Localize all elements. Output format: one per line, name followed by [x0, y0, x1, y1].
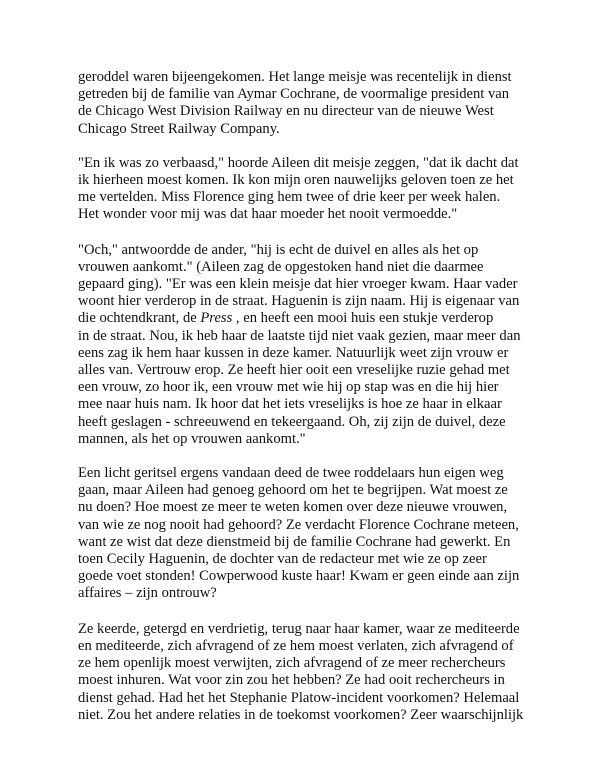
text-line: getreden bij de familie van Aymar Cochrane, de voormalige president van: [78, 86, 510, 103]
text-line: [78, 310, 538, 327]
text-line: de Chicago West Division Railway en nu directeur van de nieuwe West: [78, 103, 494, 120]
text-line: woont hier verderop in de straat. Haguenin is zijn naam. Hij is eigenaar van: [78, 293, 520, 310]
paragraph-3: [78, 242, 538, 448]
text-line: vrouwen aankomt." (Aileen zag de opgestoken hand niet die daarmee: [78, 258, 484, 275]
text-segment: , en heeft een mooi huis een stukje verderop: [232, 310, 494, 327]
paragraph-1: [78, 69, 538, 138]
text-line: ze hem openlijk moest verwijten, zich afvragend of ze meer rechercheurs: [78, 655, 506, 672]
paragraph-4: [78, 465, 538, 603]
paragraph-2: [78, 155, 538, 224]
body-text: [78, 69, 538, 741]
text-line: alles van. Vertrouw erop. Ze heeft hier ooit een vreselijke ruzie gehad met: [78, 362, 510, 379]
text-line: en mediteerde, zich afvragend of ze hem moest verlaten, zich afvragend of: [78, 637, 514, 654]
paragraph-5: [78, 621, 538, 724]
text-line: goede voet stonden! Cowperwood kuste haar! Kwam er geen einde aan zijn: [78, 568, 520, 585]
text-line: Een licht geritsel ergens vandaan deed de twee roddelaars hun eigen weg: [78, 465, 504, 482]
text-line: eens zag ik hem haar kussen in deze kamer. Natuurlijk weet zijn vrouw er: [78, 344, 509, 361]
text-line: mee naar huis nam. Ik hoor dat het iets vreselijks is hoe ze haar in elkaar: [78, 396, 502, 413]
text-segment: die ochtendkrant, de: [78, 310, 201, 327]
text-line: gepaard ging). "Er was een klein meisje dat hier vroeger kwam. Haar vader: [78, 276, 518, 293]
text-line: dienst gehad. Had het het Stephanie Platow-incident voorkomen? Helemaal: [78, 689, 520, 706]
text-line: niet. Zou het andere relaties in de toekomst voorkomen? Zeer waarschijnlijk: [78, 706, 524, 723]
text-line: me vertelden. Miss Florence ging hem twee of drie keer per week halen.: [78, 189, 501, 206]
text-line: nu doen? Hoe moest ze meer te weten komen over deze nieuwe vrouwen,: [78, 499, 508, 516]
text-line: ik hierheen moest komen. Ik kon mijn oren nauwelijks geloven toen ze het: [78, 172, 514, 189]
text-line: toen Cecily Haguenin, de dochter van de redacteur met wie ze op zeer: [78, 551, 487, 568]
text-line: heeft geslagen - schreeuwend en tekeergaand. Oh, zij zijn de duivel, deze: [78, 413, 506, 430]
text-line: gaan, maar Aileen had genoeg gehoord om het te begrijpen. Wat moest ze: [78, 482, 508, 499]
text-line: in de straat. Nou, ik heb haar de laatste tijd niet vaak gezien, maar meer dan: [78, 327, 521, 344]
text-line: want ze wist dat deze dienstmeid bij de familie Cochrane had gewerkt. En: [78, 533, 511, 550]
text-line: geroddel waren bijeengekomen. Het lange meisje was recentelijk in dienst: [78, 69, 512, 85]
text-line: "En ik was zo verbaasd," hoorde Aileen dit meisje zeggen, "dat ik dacht dat: [78, 154, 519, 171]
text-line: moest inhuren. Wat voor zin zou het hebben? Ze had ooit rechercheurs in: [78, 672, 505, 689]
text-line: affaires – zijn ontrouw?: [78, 585, 217, 602]
text-line: een vrouw, zo hoor ik, een vrouw met wie hij op stap was en die hij hier: [78, 379, 499, 396]
text-line: "Och," antwoordde de ander, "hij is echt de duivel en alles als het op: [78, 241, 479, 258]
text-line: Het wonder voor mij was dat haar moeder het nooit vermoedde.": [78, 206, 458, 223]
text-line: Chicago Street Railway Company.: [78, 120, 280, 137]
text-line: van wie ze nog nooit had gehoord? Ze verdacht Florence Cochrane meteen,: [78, 516, 519, 533]
text-line: mannen, als het op vrouwen aankomt.": [78, 430, 306, 447]
newspaper-name: Press: [200, 310, 233, 327]
text-line: Ze keerde, getergd en verdrietig, terug naar haar kamer, waar ze mediteerde: [78, 620, 520, 637]
